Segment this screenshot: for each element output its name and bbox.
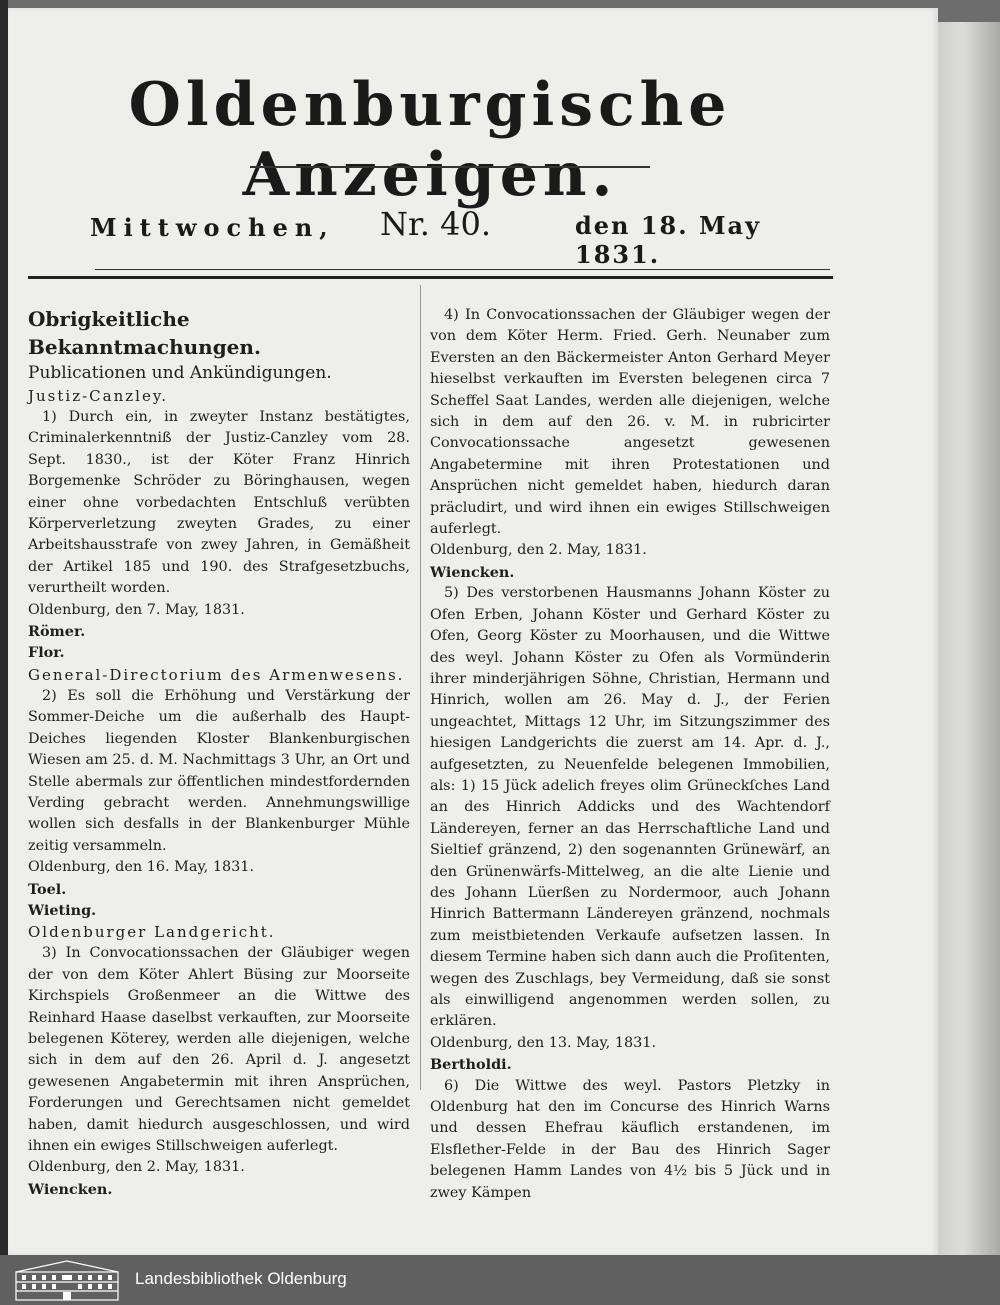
notice-3: 3) In Convocationssachen der Gläubiger wegen der von dem Köter Ahlert Büsing zur Moorseite Kirchspiels Großenmeer an die Wittwe des Reinhard Haase daselbst verkauften, zur Moorseite belegenen Köterey, werden alle diejenigen, welche sich in dem auf den 26. April d. J. angesetzt gewesenen Angabetermin mit ihren Ansprüchen, Forderungen und Gerechtsamen nicht gemeldet haben, damit hiedurch ausgeschlossen, und wird ihnen ein ewiges Stillschweigen auferlegt.	[28, 945, 410, 1154]
column-divider	[420, 285, 421, 1090]
notice-5-signature: Bertholdi.	[430, 1056, 512, 1074]
library-building-icon	[12, 1258, 122, 1302]
notice-3-signature: Wiencken.	[28, 1180, 113, 1198]
issue-date: den 18. May 1831.	[575, 211, 762, 269]
page-stack-edge	[938, 22, 1000, 1255]
issue-weekday: Mittwochen,	[90, 213, 335, 242]
notice-2-signature-toel: Toel.	[28, 880, 67, 898]
notice-5-place: Oldenburg, den 13. May, 1831.	[430, 1034, 657, 1051]
masthead-title: Oldenburgische Anzeigen.	[128, 70, 732, 210]
section-subtitle: Publicationen und Ankündigungen.	[28, 363, 332, 383]
issue-line	[90, 205, 840, 269]
left-column	[28, 305, 410, 1200]
header-rule-thick	[28, 276, 833, 279]
notice-1-signature-roemer: Römer.	[28, 623, 86, 641]
section-title: Obrigkeitliche Bekanntmachungen.	[28, 307, 261, 359]
notice-3-place: Oldenburg, den 2. May, 1831.	[28, 1159, 245, 1176]
notice-4: 4) In Convocationssachen der Gläubiger wegen der von dem Köter Herm. Fried. Gerh. Neunaber zum Eversten an den Bäckermeister Anton Gerhard Meyer hieselbst verkauften im Eversten belegenen circa 7 Scheffel Saat Landes, werden alle diejenigen, welche sich in dem auf den 26. v. M. in rubricirter Convocationssache angesetzt gewesenen Angabetermine mit ihren Protestationen und Ansprüchen nicht gemeldet haben, hiedurch daran präcludirt, und wird ihnen ein ewiges Stillschweigen auferlegt.	[430, 307, 830, 538]
header-rule-thin	[95, 269, 830, 270]
notice-1-signature-flor: Flor.	[28, 644, 65, 662]
library-name[interactable]: Landesbibliothek Oldenburg	[135, 1269, 347, 1288]
issue-number: Nr. 40.	[380, 205, 492, 243]
notice-4-place: Oldenburg, den 2. May, 1831.	[430, 542, 647, 559]
notice-4-signature: Wiencken.	[430, 563, 515, 581]
right-column	[430, 305, 830, 1204]
notice-2-signature-wieting: Wieting.	[28, 901, 97, 919]
dept-landgericht: Oldenburger Landgericht.	[28, 923, 276, 942]
notice-1-place: Oldenburg, den 7. May, 1831.	[28, 601, 245, 618]
scan-left-edge	[0, 0, 8, 1255]
notice-6: 6) Die Wittwe des weyl. Pastors Pletzky in Oldenburg hat den im Concurse des Hinrich Warns und dessen Ehefrau käuflich erstandenen, im Elsflether-Felde in der Bau des Hinrich Sager belegenen Hamm Landes von 4½ bis 5 Jück und in zwey Kämpen	[430, 1077, 830, 1201]
notice-2-place: Oldenburg, den 16. May, 1831.	[28, 859, 255, 876]
dept-armenwesen: General-Directorium des Armenwesens.	[28, 665, 405, 684]
notice-2: 2) Es soll die Erhöhung und Verstärkung der Sommer-Deiche um die außerhalb des Haupt-Deiches liegenden Kloster Blankenburgischen Wiesen am 25. d. M. Nachmittags 3 Uhr, an Ort und Stelle abermals zur öffentlichen mindestfordernden Verding gebracht werden. Annehmungswillige wollen sich desfalls in der Blankenburger Mühle zeitig versammeln.	[28, 687, 410, 854]
masthead-rule	[250, 166, 650, 168]
notice-5: 5) Des verstorbenen Hausmanns Johann Köster zu Ofen Erben, Johann Köster und Gerhard Köster zu Ofen, Georg Köster zu Moorhausen, und die Wittwe des weyl. Johann Köster zu Ofen als Vormünderin ihrer minderjährigen Söhne, Christian, Hermann und Hinrich, wollen am 26. May d. J., der Ferien ungeachtet, Mittags 12 Uhr, im Sitzungszimmer des hiesigen Landgerichts die zuerst am 14. Apr. d. J., aufgesetzten, zu Neuenfelde belegenen Immobilien, als: 1) 15 Jück adelich freyes olim Grüneckſches Land an des Hinrich Addicks und des Wachtendorf Ländereyen, ferner an das Herrschaftliche Land und Sieltief gränzend, 2) den sogenannten Grünewärf, an den Grünenwärfs-Mittelweg, an die alte Lienie und des Johann Lüerßen zu Nordermoor, auch Johann Hinrich Battermann Ländereyen gränzend, nochmals zum meistbietenden Verkaufe aufsetzen lassen. In diesem Termine haben sich dann auch die Proſitenten, wegen des Zuschlags, bey Vermeidung, daß sie sonst als einwilligend angenommen werden sollen, zu erklären.	[430, 585, 830, 1030]
notice-1: 1) Durch ein, in zweyter Instanz bestätigtes, Criminalerkenntniß der Justiz-Canzley vom 28. Sept. 1830., ist der Köter Franz Hinrich Borgemenke Schröder zu Böringhausen, wegen einer ohne vorbedachten Entschluß verübten Körperverletzung zweyten Grades, zu einer Arbeitshausstrafe von zwey Jahren, in Gemäßheit der Artikel 185 und 190. des Strafgesetzbuchs, verurtheilt worden.	[28, 409, 410, 597]
dept-justiz-canzley: Justiz-Canzley.	[28, 387, 169, 405]
